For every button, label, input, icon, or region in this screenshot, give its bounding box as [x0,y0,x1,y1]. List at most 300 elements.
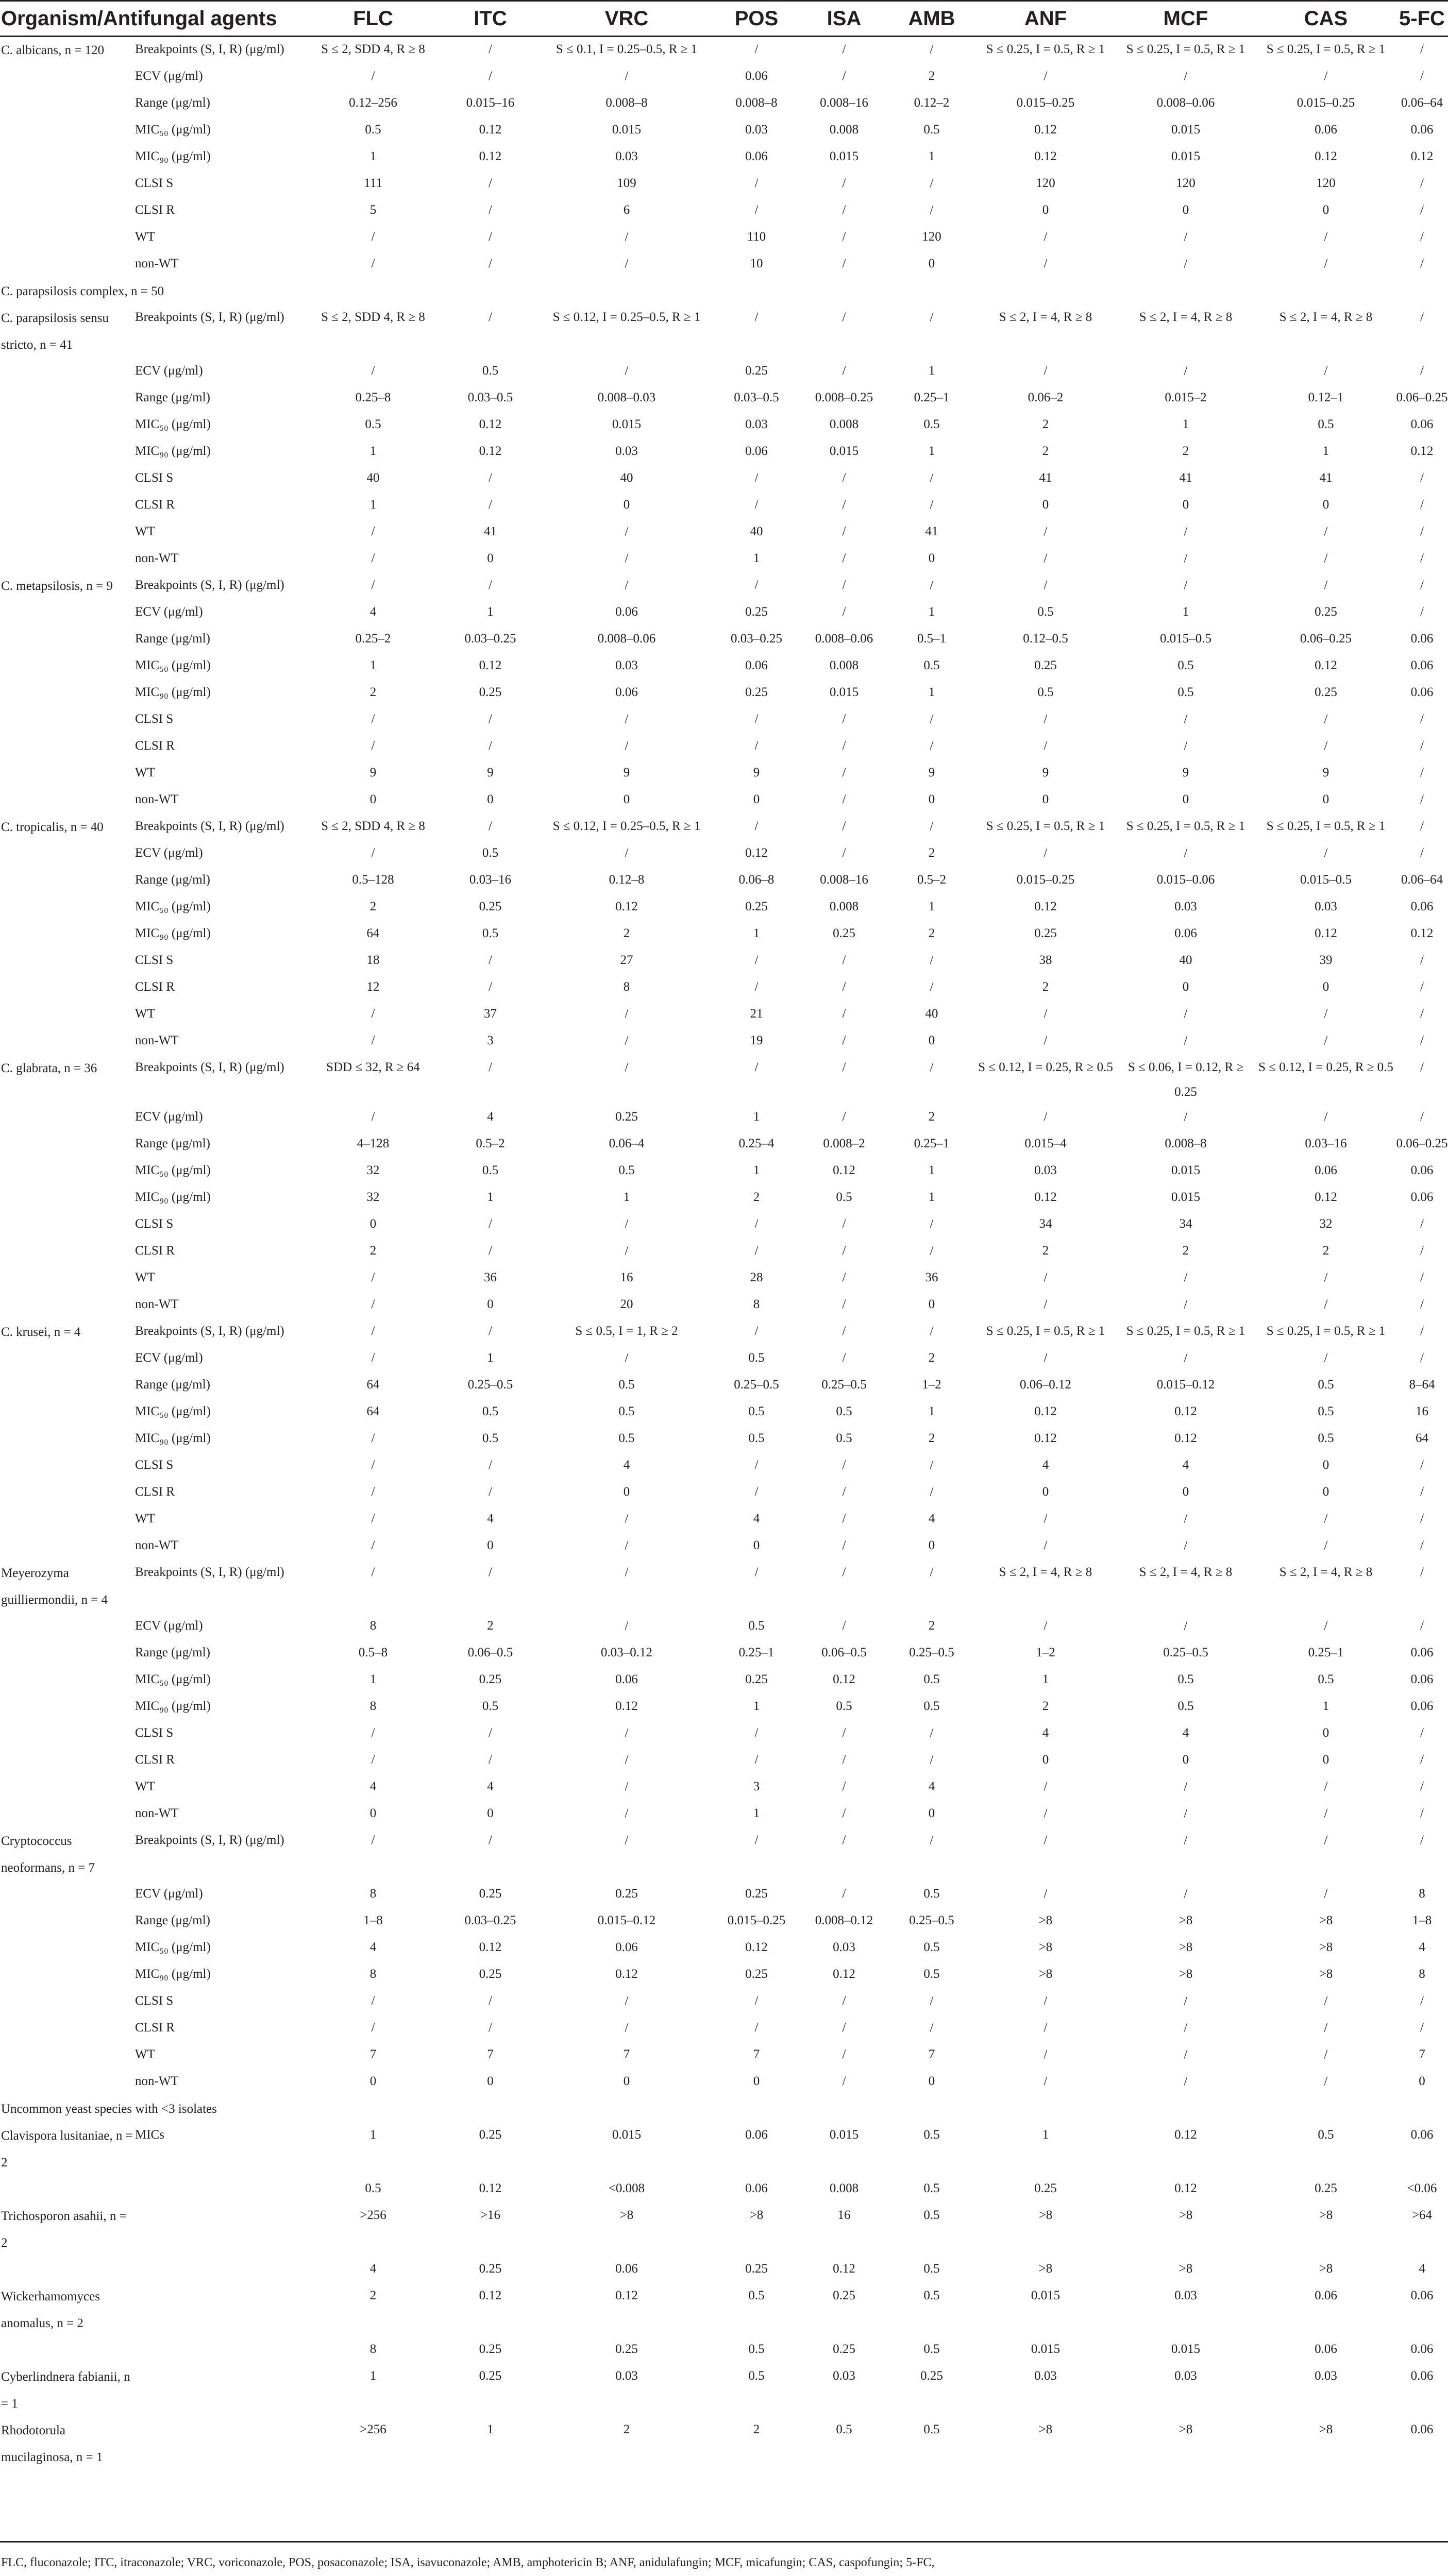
value-cell: 4 [1042,1726,1049,1740]
value-cell: / [1184,257,1188,270]
organism-name [0,1640,135,1667]
value-cell: 64 [366,1378,380,1392]
value-cell: 1 [487,605,494,619]
value-cell: 0.5 [923,1940,940,1954]
value-cell: / [842,1538,846,1552]
value-cell: 0 [1419,2074,1425,2088]
value-cell: 0.5 [748,2289,765,2302]
organism-name [0,868,135,894]
value-cell: 0.5 [482,1404,499,1418]
value-cell: / [371,1726,375,1740]
value-cell: 0.015 [612,123,642,137]
value-cell: / [1184,2047,1188,2061]
value-cell: / [1420,257,1424,270]
value-cell: 1 [1042,2128,1049,2142]
value-cell: / [625,1007,629,1021]
table-row [0,1105,1448,1131]
value-cell: 0.5 [482,846,499,860]
value-cell: 0.008–16 [820,873,868,887]
value-cell: / [1324,1033,1328,1047]
value-cell: / [842,1324,846,1338]
value-cell: / [625,712,629,726]
value-cell: >8 [1038,1913,1053,1927]
organism-name [0,894,135,921]
table-row [0,91,1448,117]
value-cell: 4 [1419,1940,1425,1954]
value-cell: 8 [1419,1967,1425,1981]
value-cell: 0.015–0.25 [727,1913,786,1927]
value-cell: 0.03 [833,1940,855,1954]
value-cell: S ≤ 2, I = 4, R ≥ 8 [1279,310,1373,324]
value-cell: 0.015 [612,2128,642,2142]
value-cell: / [625,1833,629,1847]
table-row [0,546,1448,573]
value-cell: / [1420,1753,1424,1767]
organism-name [0,64,135,91]
value-cell: 0.25–0.5 [467,1378,513,1392]
value-cell: S ≤ 0.12, I = 0.25–0.5, R ≥ 1 [552,310,701,324]
value-cell: / [371,712,375,726]
value-cell: 0.12 [1174,2181,1197,2195]
value-cell: 0.25–4 [738,1137,774,1150]
value-cell: / [1184,1994,1188,2008]
value-cell: 0.12 [615,2289,638,2302]
value-cell: / [1420,712,1424,726]
value-cell: 2 [369,900,377,913]
value-cell: / [371,739,375,753]
organism-name [0,1002,135,1028]
value-cell: 0 [928,792,935,806]
table-row [0,1721,1448,1748]
value-cell: 0.008–0.03 [597,391,656,404]
value-cell: 0.12 [615,1967,638,1981]
value-cell: 2 [928,1431,935,1445]
value-cell: 0.5 [618,1431,635,1445]
organism-name [0,1774,135,1801]
value-cell: / [489,1060,492,1074]
value-cell: / [930,1458,934,1472]
value-cell: / [930,1060,934,1074]
table-row [0,626,1448,653]
parameter-label: CLSI R [135,739,175,753]
value-cell: / [1043,1007,1048,1021]
value-cell: 0 [487,1538,494,1552]
value-cell: / [1324,2021,1328,2035]
organism-name [0,1028,135,1055]
table-row [0,412,1448,439]
value-cell: / [625,1726,629,1740]
value-cell: >8 [619,2208,634,2222]
parameter-label: Breakpoints (S, I, R) (μg/ml) [135,1060,284,1074]
value-cell: 8 [369,1699,377,1713]
value-cell: / [1184,578,1188,592]
group-heading: Uncommon yeast species with <3 isolates [1,2102,217,2116]
parameter-label: Range (μg/ml) [135,1378,211,1392]
parameter-label: Range (μg/ml) [135,1646,211,1659]
header-agent: ISA [827,7,862,30]
value-cell: S ≤ 0.25, I = 0.5, R ≥ 1 [1126,42,1245,56]
value-cell: 0.015 [829,685,859,699]
value-cell: / [1043,1512,1048,1526]
value-cell: 110 [747,230,766,244]
value-cell: S ≤ 0.1, I = 0.25–0.5, R ≥ 1 [555,42,698,56]
organism-name [0,1265,135,1292]
value-cell: / [371,69,375,83]
value-cell: >256 [360,2208,386,2222]
value-cell: 8 [369,1887,377,1901]
value-cell: 41 [925,524,938,538]
organism-name: Cyberlindnera fabianii, n = 1 [1,2370,130,2411]
value-cell: 4 [487,1110,494,1124]
parameter-label [135,2364,306,2417]
parameter-label: non-WT [135,1033,179,1047]
value-cell: >16 [480,2208,501,2222]
value-cell: 0.5 [1318,1672,1334,1686]
organism-name [0,519,135,546]
parameter-label: MIC₅₀ (μg/ml) [135,900,211,913]
value-cell: / [1324,1619,1328,1633]
value-cell: / [842,2047,846,2061]
value-cell: 0.12 [479,2289,502,2302]
value-cell: / [489,310,492,324]
value-cell: 0.015 [829,444,859,458]
value-cell: 0.25 [745,1887,768,1901]
value-cell: S ≤ 0.25, I = 0.5, R ≥ 1 [1126,819,1245,833]
value-cell: / [371,551,375,565]
value-cell: / [842,1060,846,1074]
value-cell: 0.5–1 [917,632,947,646]
organism-name [0,1506,135,1533]
value-cell: 120 [1176,176,1196,190]
value-cell: 0.03 [1174,2289,1197,2302]
value-cell: 0.06 [1410,2369,1434,2383]
value-cell: 12 [366,980,380,994]
organism-name [0,171,135,198]
table-footnotes [0,2541,1448,2576]
parameter-label: Breakpoints (S, I, R) (μg/ml) [135,310,284,324]
value-cell: / [1420,1007,1424,1021]
value-cell: / [754,1060,759,1074]
value-cell: 0.015–0.5 [1160,632,1211,646]
value-cell: / [489,2021,492,2035]
value-cell: 0.12 [1034,123,1057,137]
value-cell: / [1324,1538,1328,1552]
value-cell: / [1420,846,1424,860]
table-row [0,1319,1448,1346]
value-cell: / [1420,1512,1424,1526]
value-cell: / [625,257,629,270]
value-cell: / [371,846,375,860]
organism-name [0,2042,135,2069]
table-row [0,975,1448,1002]
value-cell: / [930,1726,934,1740]
value-cell: / [754,203,759,217]
value-cell: / [625,1565,629,1579]
table-row [0,1560,1448,1614]
value-cell: / [842,364,846,378]
value-cell: 0.12 [833,1163,855,1177]
value-cell: / [371,364,375,378]
value-cell: / [842,1806,846,1820]
organism-name [0,1962,135,1989]
value-cell: / [842,42,846,56]
value-cell: 9 [487,766,494,779]
value-cell: / [489,176,492,190]
value-cell: 0.25–1 [738,1646,774,1659]
value-cell: 0.25 [1034,2181,1057,2195]
value-cell: 0.12 [1315,658,1337,672]
value-cell: 0.25 [745,2262,768,2276]
parameter-label: WT [135,1270,155,1284]
value-cell: 0.06–0.25 [1300,632,1352,646]
value-cell: / [842,766,846,779]
value-cell: / [1324,846,1328,860]
table-row [0,1748,1448,1774]
value-cell: / [754,1244,759,1258]
value-cell: / [1420,1297,1424,1311]
table-row [0,385,1448,412]
value-cell: 0 [623,2074,630,2088]
value-cell: 0 [487,2074,494,2088]
value-cell: / [489,69,492,83]
table-row [0,1372,1448,1399]
value-cell: 0.008–8 [735,96,778,110]
value-cell: 0.03 [615,2369,638,2383]
value-cell: / [1324,1297,1328,1311]
value-cell: 0 [1042,1753,1049,1767]
value-cell: 0.015–0.25 [1297,96,1355,110]
value-cell: 0.12–0.5 [1023,632,1068,646]
value-cell: 0 [1182,1485,1189,1499]
value-cell: 2 [753,2422,760,2436]
parameter-label: CLSI S [135,176,174,190]
value-cell: 0 [487,1297,494,1311]
value-cell: / [1420,578,1424,592]
value-cell: 0.5 [748,1619,765,1633]
value-cell: 0.5 [923,1967,940,1981]
value-cell: 19 [750,1033,763,1047]
value-cell: 0.015 [1171,2342,1201,2356]
value-cell: / [754,712,759,726]
value-cell: 0.06 [615,605,638,619]
value-cell: 41 [1039,471,1052,485]
parameter-label: CLSI R [135,203,175,217]
value-cell: / [754,310,759,324]
value-cell: 0.5 [365,417,381,431]
value-cell: / [842,712,846,726]
value-cell: 0.12–8 [609,873,645,887]
value-cell: / [371,1512,375,1526]
value-cell: / [1184,712,1188,726]
value-cell: 1 [487,1351,494,1365]
value-cell: / [842,605,846,619]
value-cell: 0.06 [1410,2342,1434,2356]
organism-name [0,493,135,519]
value-cell: S ≤ 2, I = 4, R ≥ 8 [999,1565,1092,1579]
value-cell: / [1420,69,1424,83]
value-cell: / [1324,1994,1328,2008]
organism-name: C. tropicalis, n = 40 [1,820,104,834]
value-cell: / [754,1994,759,2008]
value-cell: / [1420,1994,1424,2008]
value-cell: 1 [753,551,760,565]
table-row [0,1640,1448,1667]
value-cell: 0.12 [1034,149,1057,163]
value-cell: / [842,1270,846,1284]
value-cell: 0.008–0.06 [815,632,873,646]
value-cell: 0.5 [482,364,499,378]
value-cell: 0.5 [1037,605,1054,619]
value-cell: / [930,953,934,967]
value-cell: 0.5 [923,2181,940,2195]
parameter-label: MIC₅₀ (μg/ml) [135,1672,211,1686]
value-cell: 0.015 [1171,1190,1201,1204]
value-cell: 0.25 [745,900,768,913]
value-cell: / [489,1565,492,1579]
value-cell: / [842,257,846,270]
organism-name [0,198,135,225]
value-cell: 0.12 [1034,900,1057,913]
value-cell: / [489,230,492,244]
value-cell: 0.25 [479,900,502,913]
value-cell: 0.5 [923,417,940,431]
value-cell: / [489,1485,492,1499]
value-cell: 1 [928,605,935,619]
value-cell: S ≤ 0.12, I = 0.25, R ≥ 0.5 [978,1060,1113,1074]
value-cell: / [842,203,846,217]
parameter-label: MIC₅₀ (μg/ml) [135,1163,211,1177]
table-row [0,171,1448,198]
value-cell: 0.008–0.25 [815,391,873,404]
organism-name [0,760,135,787]
value-cell: 2 [1182,1244,1189,1258]
value-cell: 0.5 [748,1431,765,1445]
value-cell: / [625,1217,629,1231]
value-cell: / [1043,2047,1048,2061]
value-cell: 1 [928,149,935,163]
value-cell: 0.06–0.12 [1020,1378,1071,1392]
value-cell: / [625,1753,629,1767]
value-cell: 0.12 [745,1940,768,1954]
table-row [0,225,1448,251]
value-cell: 0.06 [615,1672,638,1686]
value-cell: / [625,69,629,83]
value-cell: 0.25 [1315,2181,1337,2195]
table-row [0,1533,1448,1560]
parameter-label: WT [135,1780,155,1793]
value-cell: 0.5 [1177,685,1194,699]
table-row [0,1346,1448,1372]
value-cell: 0.5 [618,1404,635,1418]
organism-name [0,1239,135,1265]
value-cell: 64 [366,1404,380,1418]
value-cell: 0.03–0.25 [464,1913,516,1927]
footnote-line: FLC, fluconazole; ITC, itraconazole; VRC, voriconazole, POS, posaconazole; ISA, isavuconazole; AMB, amphotericin B; ANF, anidulafungin; MCF, micafungin; CAS, caspofungin; 5-FC, [1,2556,935,2569]
value-cell: / [1420,1217,1424,1231]
value-cell: 0.03–0.5 [734,391,779,404]
value-cell: / [842,1297,846,1311]
parameter-label: MIC₉₀ (μg/ml) [135,1190,211,1204]
value-cell: 0.12 [1174,2128,1197,2142]
value-cell: S ≤ 2, I = 4, R ≥ 8 [1279,1565,1373,1579]
organism-name: Rhodotorula mucilaginosa, n = 1 [1,2424,103,2464]
value-cell: 0.12 [479,2181,502,2195]
parameter-label: WT [135,2047,155,2061]
value-cell: / [489,42,492,56]
value-cell: 0.12 [1315,926,1337,940]
value-cell: / [930,2021,934,2035]
value-cell: 0 [1322,1726,1329,1740]
value-cell: / [842,1994,846,2008]
value-cell: / [754,2021,759,2035]
organism-name [0,1131,135,1158]
table-row [0,2203,1448,2257]
value-cell: / [1184,551,1188,565]
value-cell: / [489,1217,492,1231]
value-cell: 1 [1182,417,1189,431]
table-row [0,1774,1448,1801]
table-row [0,1480,1448,1506]
value-cell: / [930,310,934,324]
value-cell: 9 [928,766,935,779]
value-cell: 4–128 [357,1137,390,1150]
table-row [0,1055,1448,1105]
value-cell: 32 [366,1190,380,1204]
value-cell: 0.06–0.25 [1396,1137,1448,1150]
value-cell: 0 [928,1806,935,1820]
value-cell: / [625,364,629,378]
value-cell: / [1184,524,1188,538]
value-cell: / [1043,1780,1048,1793]
value-cell: 0.25 [833,926,855,940]
value-cell: 0 [1182,203,1189,217]
value-cell: 64 [1416,1431,1428,1445]
value-cell: / [1324,230,1328,244]
value-cell: / [842,1351,846,1365]
parameter-label: CLSI R [135,1485,175,1499]
value-cell: / [930,471,934,485]
parameter-label [135,2283,306,2337]
parameter-label: ECV (μg/ml) [135,69,203,83]
value-cell: 1–2 [922,1378,941,1392]
value-cell: / [754,471,759,485]
value-cell: / [1184,1833,1188,1847]
value-cell: 1–8 [1412,1913,1432,1927]
value-cell: / [1420,766,1424,779]
value-cell: 0.06 [745,658,768,672]
value-cell: / [1043,1538,1048,1552]
table-row [0,707,1448,734]
value-cell: / [1184,1007,1188,1021]
value-cell: 0.25–0.5 [909,1913,954,1927]
table-row [0,251,1448,278]
value-cell: 2 [928,926,935,940]
value-cell: / [842,551,846,565]
value-cell: / [1043,1110,1048,1124]
parameter-label: ECV (μg/ml) [135,364,203,378]
parameter-label: non-WT [135,551,179,565]
value-cell: 0 [1182,980,1189,994]
value-cell: 0.06 [745,2128,768,2142]
value-cell: 0 [487,551,494,565]
value-cell: / [1043,1270,1048,1284]
organism-name [0,546,135,573]
value-cell: / [625,2021,629,2035]
value-cell: >8 [1319,1967,1333,1981]
parameter-label: ECV (μg/ml) [135,846,203,860]
parameter-label: MIC₉₀ (μg/ml) [135,926,211,940]
value-cell: / [754,1458,759,1472]
